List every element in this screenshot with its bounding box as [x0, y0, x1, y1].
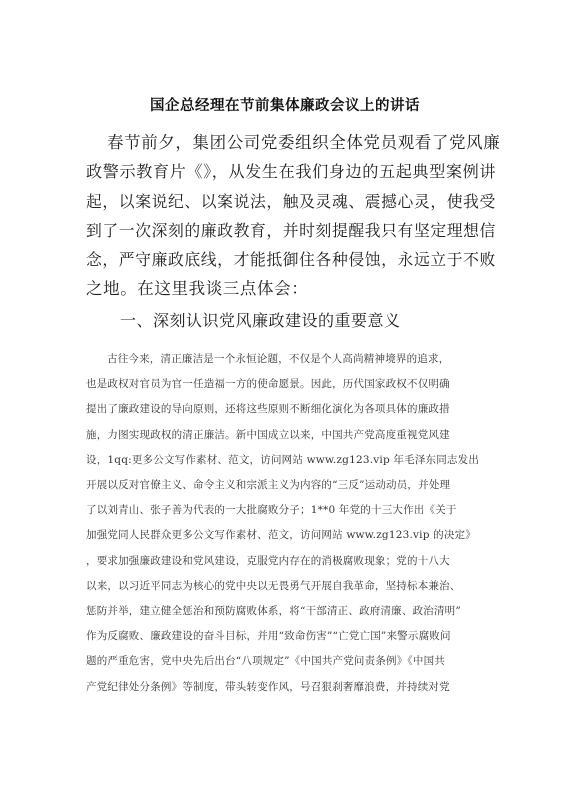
body-line: 产党纪律处分条例》等制度，带头转变作风，号召狠刹奢靡浪费，并持续对党	[86, 680, 450, 693]
intro-line: 念，严守廉政底线，才能抵御住各种侵蚀，永远立于不败	[86, 250, 496, 270]
body-line: 题的严重危害，党中央先后出台“八项规定”《中国共产党问责条例》《中国共	[86, 655, 445, 668]
body-line: 古往今来，清正廉洁是一个永恒论题，不仅是个人高尚精神境界的追求，	[107, 353, 450, 365]
body-line: ，要求加强廉政建设和党风建设，克服党内存在的消极腐败现象；党的十八大	[86, 554, 450, 567]
body-line: 惩防并举，建立健全惩治和预防腐败体系，将“干部清正、政府清廉、政治清明”	[86, 605, 461, 618]
body-line: 开展以反对官僚主义、命令主义和宗派主义为内容的“三反”运动动员，并处理	[86, 479, 451, 492]
body-paragraph	[86, 347, 500, 700]
body-line: 加强党同人民群众更多公文写作素材、范文，访问网站 www.zg123.vip 的决定》	[86, 529, 476, 542]
intro-line: 政警示教育片《》，从发生在我们身边的五起典型案例讲	[86, 162, 497, 182]
body-line: 施，力图实现政权的清正廉洁。新中国成立以来，中国共产党高度重视党风建	[86, 428, 450, 441]
intro-line: 到了一次深刻的廉政教育，并时刻提醒我只有坚定理想信	[86, 220, 496, 240]
intro-paragraph	[86, 128, 500, 304]
body-line: 了以刘青山、张子善为代表的一大批腐败分子；1**0 年党的十三大作出《关于	[86, 504, 457, 517]
body-line: 提出了廉政建设的导向原则，还将这些原则不断细化演化为各项具体的廉政措	[86, 403, 450, 416]
body-line: 作为反腐败、廉政建设的奋斗目标，并用“致命伤害”“亡党亡国”来警示腐败问	[86, 630, 451, 643]
body-line: 也是政权对官员为官一任造福一方的使命愿景。因此，历代国家政权不仅明确	[86, 378, 450, 391]
intro-line: 之地。在这里我谈三点体会：	[86, 279, 309, 299]
intro-line: 春节前夕，集团公司党委组织全体党员观看了党风廉	[107, 133, 501, 152]
body-line: 设，1qq:更多公文写作素材、范文，访问网站 www.zg123.vip 年毛泽东同志发出	[86, 453, 480, 466]
document-title: 国企总经理在节前集体廉政会议上的讲话	[150, 97, 420, 114]
body-line: 以来，以习近平同志为核心的党中央以无畏勇气开展自我革命，坚持标本兼治、	[86, 579, 461, 592]
intro-line: 起，以案说纪、以案说法，触及灵魂、震撼心灵，使我受	[86, 191, 496, 211]
section-heading: 一、深刻认识党风廉政建设的重要意义	[120, 311, 401, 330]
